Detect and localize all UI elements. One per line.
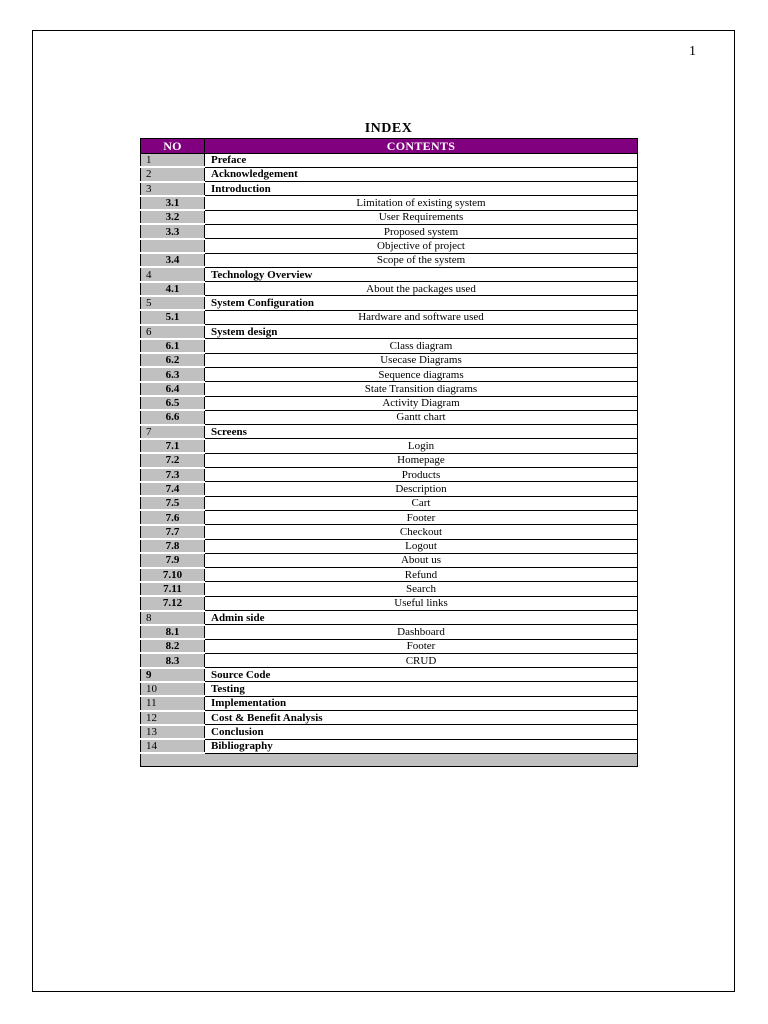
row-number: 5.1 bbox=[141, 310, 205, 324]
row-contents: Cost & Benefit Analysis bbox=[205, 711, 638, 725]
row-contents: Proposed system bbox=[205, 224, 638, 238]
row-number: 10 bbox=[141, 682, 205, 696]
row-contents: Sequence diagrams bbox=[205, 367, 638, 381]
row-contents: Usecase Diagrams bbox=[205, 353, 638, 367]
row-contents: Footer bbox=[205, 639, 638, 653]
row-number: 7.5 bbox=[141, 496, 205, 510]
index-table-body bbox=[141, 154, 638, 767]
table-row bbox=[141, 239, 638, 253]
row-number: 7.12 bbox=[141, 596, 205, 610]
row-number: 6.1 bbox=[141, 339, 205, 353]
table-row bbox=[141, 596, 638, 610]
page-title: INDEX bbox=[364, 121, 413, 136]
table-row bbox=[141, 296, 638, 310]
table-footer-row bbox=[141, 753, 638, 767]
row-contents: About us bbox=[205, 553, 638, 567]
table-row bbox=[141, 711, 638, 725]
table-row bbox=[141, 553, 638, 567]
row-contents: Login bbox=[205, 439, 638, 453]
row-number: 4.1 bbox=[141, 282, 205, 296]
row-contents: User Requirements bbox=[205, 210, 638, 224]
table-footer-cell bbox=[141, 753, 638, 767]
table-row bbox=[141, 696, 638, 710]
table-row bbox=[141, 482, 638, 496]
table-row bbox=[141, 339, 638, 353]
table-row bbox=[141, 625, 638, 639]
table-row bbox=[141, 353, 638, 367]
row-number: 6.6 bbox=[141, 410, 205, 424]
table-row bbox=[141, 425, 638, 439]
row-contents: Source Code bbox=[205, 668, 638, 682]
table-row bbox=[141, 396, 638, 410]
row-contents: Useful links bbox=[205, 596, 638, 610]
table-row bbox=[141, 167, 638, 181]
row-number: 3.1 bbox=[141, 196, 205, 210]
index-table bbox=[140, 138, 638, 767]
table-row bbox=[141, 611, 638, 625]
row-contents: Checkout bbox=[205, 525, 638, 539]
table-row bbox=[141, 410, 638, 424]
row-number: 3.4 bbox=[141, 253, 205, 267]
row-number: 8.2 bbox=[141, 639, 205, 653]
table-row bbox=[141, 382, 638, 396]
row-number: 6.2 bbox=[141, 353, 205, 367]
row-number: 8.1 bbox=[141, 625, 205, 639]
row-contents: Introduction bbox=[205, 182, 638, 196]
table-row bbox=[141, 668, 638, 682]
row-number: 6 bbox=[141, 325, 205, 339]
row-contents: Logout bbox=[205, 539, 638, 553]
table-row bbox=[141, 539, 638, 553]
table-row bbox=[141, 682, 638, 696]
row-number: 7.2 bbox=[141, 453, 205, 467]
row-contents: Implementation bbox=[205, 696, 638, 710]
table-row bbox=[141, 568, 638, 582]
row-number: 2 bbox=[141, 167, 205, 181]
row-contents: Products bbox=[205, 468, 638, 482]
table-row bbox=[141, 510, 638, 524]
row-contents: Cart bbox=[205, 496, 638, 510]
header-no: NO bbox=[141, 139, 205, 154]
table-row bbox=[141, 224, 638, 238]
table-row bbox=[141, 525, 638, 539]
table-row bbox=[141, 496, 638, 510]
row-contents: Technology Overview bbox=[205, 267, 638, 281]
row-contents: Testing bbox=[205, 682, 638, 696]
table-row bbox=[141, 725, 638, 739]
table-row bbox=[141, 453, 638, 467]
row-number: 6.4 bbox=[141, 382, 205, 396]
table-row bbox=[141, 282, 638, 296]
row-number: 3.2 bbox=[141, 210, 205, 224]
row-contents: Refund bbox=[205, 568, 638, 582]
row-contents: Bibliography bbox=[205, 739, 638, 753]
row-contents: Limitation of existing system bbox=[205, 196, 638, 210]
row-number bbox=[141, 239, 205, 253]
row-contents: Preface bbox=[205, 154, 638, 168]
index-table-header bbox=[141, 139, 638, 154]
row-number: 4 bbox=[141, 267, 205, 281]
table-row bbox=[141, 182, 638, 196]
row-contents: Footer bbox=[205, 510, 638, 524]
row-number: 7.10 bbox=[141, 568, 205, 582]
table-row bbox=[141, 310, 638, 324]
row-number: 6.5 bbox=[141, 396, 205, 410]
row-number: 7.6 bbox=[141, 510, 205, 524]
row-number: 5 bbox=[141, 296, 205, 310]
row-number: 7.1 bbox=[141, 439, 205, 453]
row-contents: Dashboard bbox=[205, 625, 638, 639]
row-contents: Hardware and software used bbox=[205, 310, 638, 324]
row-contents: Admin side bbox=[205, 611, 638, 625]
table-row bbox=[141, 739, 638, 753]
row-number: 8 bbox=[141, 611, 205, 625]
table-row bbox=[141, 253, 638, 267]
row-number: 8.3 bbox=[141, 653, 205, 667]
row-number: 14 bbox=[141, 739, 205, 753]
row-contents: Conclusion bbox=[205, 725, 638, 739]
row-number: 7.11 bbox=[141, 582, 205, 596]
table-row bbox=[141, 582, 638, 596]
row-contents: Objective of project bbox=[205, 239, 638, 253]
row-contents: Gantt chart bbox=[205, 410, 638, 424]
table-row bbox=[141, 267, 638, 281]
row-number: 7.7 bbox=[141, 525, 205, 539]
table-row bbox=[141, 196, 638, 210]
table-row bbox=[141, 653, 638, 667]
row-number: 6.3 bbox=[141, 367, 205, 381]
row-contents: System Configuration bbox=[205, 296, 638, 310]
table-row bbox=[141, 468, 638, 482]
row-number: 7.4 bbox=[141, 482, 205, 496]
row-contents: Activity Diagram bbox=[205, 396, 638, 410]
row-number: 7 bbox=[141, 425, 205, 439]
row-contents: Search bbox=[205, 582, 638, 596]
header-contents: CONTENTS bbox=[205, 139, 638, 154]
row-number: 7.9 bbox=[141, 553, 205, 567]
row-number: 13 bbox=[141, 725, 205, 739]
row-contents: Class diagram bbox=[205, 339, 638, 353]
row-contents: Homepage bbox=[205, 453, 638, 467]
table-row bbox=[141, 639, 638, 653]
row-number: 7.8 bbox=[141, 539, 205, 553]
table-row bbox=[141, 210, 638, 224]
table-row bbox=[141, 367, 638, 381]
row-contents: CRUD bbox=[205, 653, 638, 667]
row-contents: Acknowledgement bbox=[205, 167, 638, 181]
row-number: 7.3 bbox=[141, 468, 205, 482]
row-contents: Screens bbox=[205, 425, 638, 439]
row-number: 3 bbox=[141, 182, 205, 196]
row-number: 3.3 bbox=[141, 224, 205, 238]
table-row bbox=[141, 439, 638, 453]
row-number: 1 bbox=[141, 154, 205, 168]
row-contents: About the packages used bbox=[205, 282, 638, 296]
row-contents: Description bbox=[205, 482, 638, 496]
page-number: 1 bbox=[689, 44, 696, 59]
row-contents: State Transition diagrams bbox=[205, 382, 638, 396]
table-row bbox=[141, 325, 638, 339]
table-row bbox=[141, 154, 638, 168]
row-number: 9 bbox=[141, 668, 205, 682]
row-number: 11 bbox=[141, 696, 205, 710]
row-number: 12 bbox=[141, 711, 205, 725]
row-contents: Scope of the system bbox=[205, 253, 638, 267]
row-contents: System design bbox=[205, 325, 638, 339]
